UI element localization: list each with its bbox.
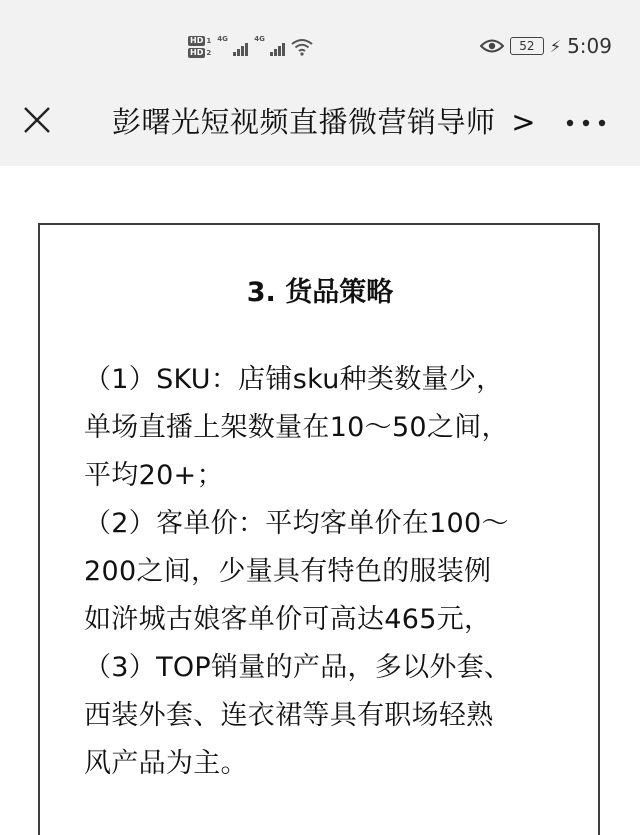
body-line: 如浒城古娘客单价可高达465元， [84, 604, 492, 635]
article-content [0, 166, 640, 835]
wifi-icon [291, 38, 313, 56]
body-line: 平均20+； [84, 460, 224, 491]
section-title: 3. 货品策略 [246, 277, 394, 308]
status-bar-right [480, 34, 612, 58]
body-line: 风产品为主。 [84, 748, 248, 779]
body-line: （3）TOP销量的产品，多以外套、 [84, 652, 512, 683]
article-body [84, 356, 584, 788]
charging-bolt-icon: ⚡ [549, 36, 562, 56]
chevron-right-icon: > [511, 105, 537, 139]
sim2-hd-badge [188, 48, 211, 58]
body-line: （2）客单价：平均客单价在100～ [84, 508, 509, 539]
more-options-icon[interactable] [565, 118, 607, 128]
sim2-number: 2 [206, 49, 212, 57]
eye-icon [480, 38, 504, 54]
status-bar [0, 0, 640, 80]
account-title: 彭曙光短视频直播微营销导师 [112, 105, 496, 139]
nav-bar [0, 80, 640, 166]
battery-indicator: 52 [510, 37, 544, 55]
account-title-link[interactable] [112, 100, 536, 141]
status-bar-left [188, 30, 313, 64]
body-line: 200之间，少量具有特色的服装例 [84, 556, 492, 587]
body-line: 单场直播上架数量在10～50之间， [84, 412, 509, 443]
clock: 5:09 [567, 34, 612, 58]
sim2-hd-label: HD [190, 48, 204, 57]
body-line: （1）SKU：店铺sku种类数量少， [84, 364, 504, 395]
body-line: 西装外套、连衣裙等具有职场轻熟 [84, 700, 494, 731]
sim-indicators [188, 36, 211, 58]
sim1-hd-label: HD [190, 36, 204, 45]
sim1-hd-badge [188, 36, 211, 46]
sim1-number: 1 [206, 37, 212, 45]
network-type-2: 4G [254, 35, 265, 43]
signal-icon-1 [217, 35, 248, 56]
network-type-1: 4G [217, 35, 228, 43]
close-icon[interactable] [22, 105, 52, 135]
signal-icon-2 [254, 35, 285, 56]
